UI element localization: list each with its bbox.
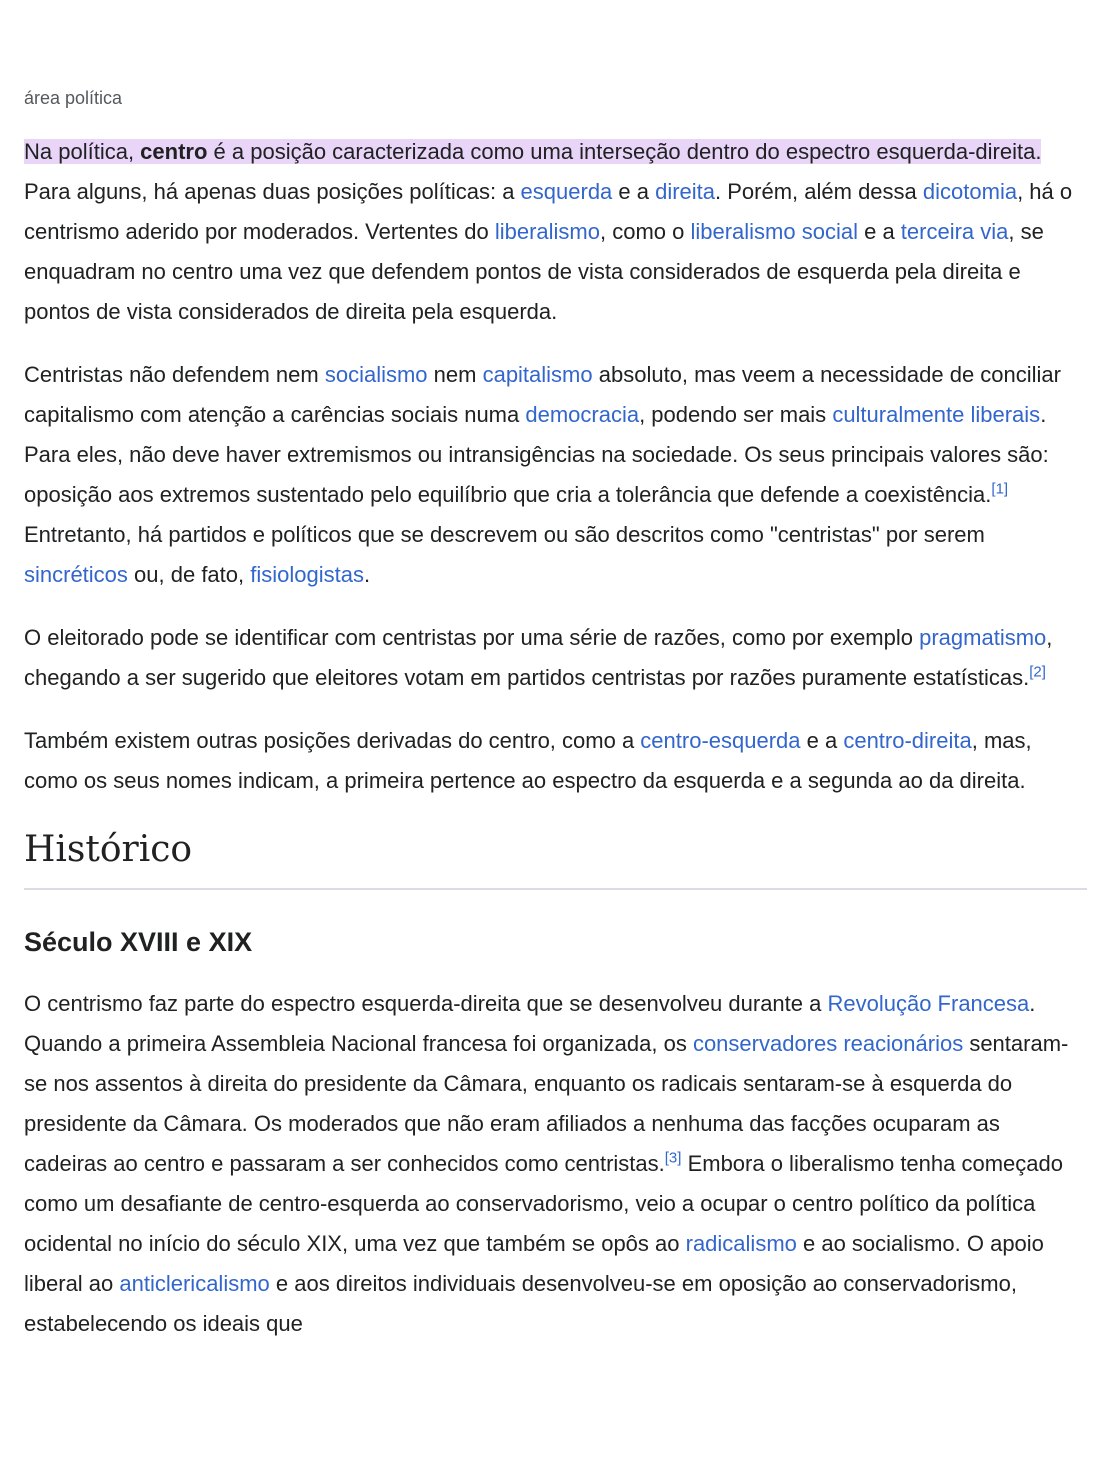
link-socialismo[interactable]: socialismo: [324, 362, 428, 387]
reference-1[interactable]: [1]: [991, 480, 1009, 498]
bold-term: centro: [140, 139, 208, 164]
link-sincreticos[interactable]: sincréticos: [24, 562, 128, 587]
link-democracia[interactable]: democracia: [525, 402, 640, 427]
link-centro-direita[interactable]: centro-direita: [843, 728, 972, 753]
paragraph-revolucao: O centrismo faz parte do espectro esquerda-direita que se desenvolveu durante a Revolução Francesa. Quando a primeira Assembleia Nacional francesa foi organizada, os conservadores reacionários sentaram-se nos assentos à direita do presidente da Câmara, enquanto os radicais sentaram-se à esquerda do presidente da Câmara. Os moderados que não eram afiliados a nenhuma das facções ocuparam as cadeiras ao centro e passaram a ser conhecidos como centristas.[3] Embora o liberalismo tenha começado como um desafiante de centro-esquerda ao conservadorismo, veio a ocupar o centro político da política ocidental no início do século XIX, uma vez que também se opôs ao radicalismo e ao socialismo. O apoio liberal ao anticlericalismo e aos direitos individuais desenvolveu-se em oposição ao conservadorismo, estabelecendo os ideais que: [24, 991, 1069, 1336]
link-pragmatismo[interactable]: pragmatismo: [919, 625, 1047, 650]
section-heading-historico: Histórico: [24, 824, 1087, 890]
image-caption: área política: [24, 88, 123, 108]
link-revolucao-francesa[interactable]: Revolução Francesa: [827, 991, 1030, 1016]
paragraph-eleitorado: O eleitorado pode se identificar com centristas por uma série de razões, como por exemplo pragmatismo, chegando a ser sugerido que eleitores votam em partidos centristas por razões puramente estatísticas.[2]: [24, 625, 1053, 690]
paragraph-centristas: Centristas não defendem nem socialismo nem capitalismo absoluto, mas veem a necessidade de conciliar capitalismo com atenção a carências sociais numa democracia, podendo ser mais culturalmente liberais. Para eles, não deve haver extremismos ou intransigências na sociedade. Os seus principais valores são: oposição aos extremos sustentado pelo equilíbrio que cria a tolerância que defende a coexistência.[1] Entretanto, há partidos e políticos que se descrevem ou são descritos como "centristas" por serem sincréticos ou, de fato, fisiologistas.: [24, 362, 1061, 587]
paragraph-derivadas: Também existem outras posições derivadas do centro, como a centro-esquerda e a centro-direita, mas, como os seus nomes indicam, a primeira pertence ao espectro da esquerda e a segunda ao da direita.: [24, 728, 1032, 793]
link-conservadores-reacionarios[interactable]: conservadores reacionários: [692, 1031, 964, 1056]
link-esquerda[interactable]: esquerda: [520, 179, 613, 204]
link-direita[interactable]: direita: [655, 179, 716, 204]
link-dicotomia[interactable]: dicotomia: [922, 179, 1018, 204]
link-fisiologistas[interactable]: fisiologistas: [250, 562, 364, 587]
subsection-heading-seculo: Século XVIII e XIX: [24, 927, 253, 957]
link-anticlericalismo[interactable]: anticlericalismo: [119, 1271, 270, 1296]
paragraph-intro: Na política, centro é a posição caracterizada como uma interseção dentro do espectro esquerda-direita. Para alguns, há apenas duas posições políticas: a esquerda e a direita. Porém, além dessa dicotomia, há o centrismo aderido por moderados. Vertentes do liberalismo, como o liberalismo social e a terceira via, se enquadram no centro uma vez que defendem pontos de vista considerados de esquerda pela direita e pontos de vista considerados de direita pela esquerda.: [24, 139, 1073, 324]
reference-2[interactable]: [2]: [1029, 663, 1046, 681]
link-culturalmente-liberais[interactable]: culturalmente liberais: [832, 402, 1041, 427]
reference-3[interactable]: [3]: [664, 1149, 682, 1167]
link-centro-esquerda[interactable]: centro-esquerda: [640, 728, 801, 753]
highlighted-sentence: Na política, centro é a posição caracterizada como uma interseção dentro do espectro esquerda-direita.: [24, 139, 1042, 164]
link-liberalismo-social[interactable]: liberalismo social: [690, 219, 858, 244]
link-radicalismo[interactable]: radicalismo: [685, 1231, 797, 1256]
article-content: [24, 132, 1087, 1367]
link-terceira-via[interactable]: terceira via: [900, 219, 1009, 244]
link-capitalismo[interactable]: capitalismo: [482, 362, 593, 387]
link-liberalismo[interactable]: liberalismo: [494, 219, 600, 244]
